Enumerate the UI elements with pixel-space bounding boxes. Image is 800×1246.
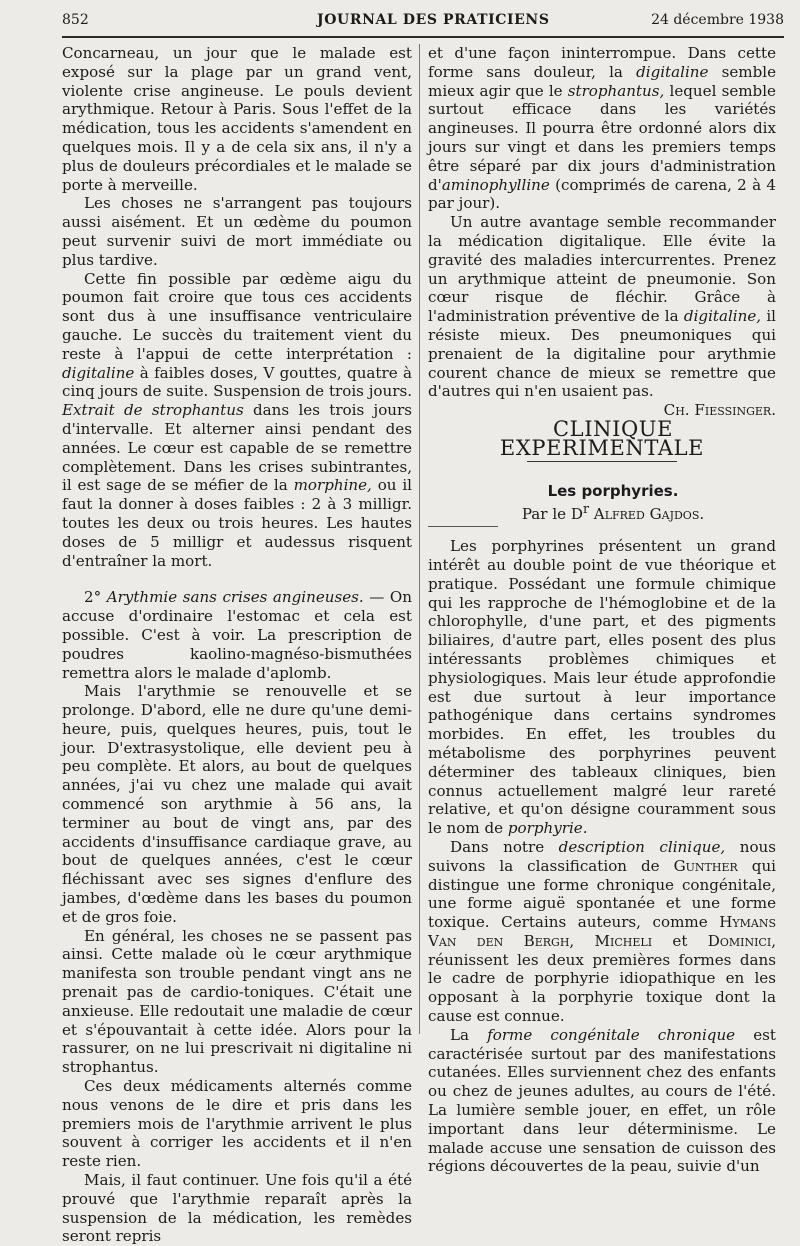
paragraph: Mais l'arythmie se renouvelle et se prolonge. D'abord, elle ne dure qu'une demi- heure, puis, quelques heures, puis, tout le jour. D'extrasystolique, elle devient peu à peu complète. Et alors, au bout de quelques années, j'ai vu chez une malade qui avait commencé son arythmie à 56 ans, la terminer au bout de vingt ans, par des accidents d'insuffisance cardiaque grave, au bout de quelques années, c'est le cœur fléchissant avec ses signes d'enflure des jambes, d'œdème dans les bases du poumon et de gros foie. — [62, 682, 412, 926]
paragraph: Les porphyrines présentent un grand intérêt au double point de vue théorique et pratique. Possédant une formule chimique qui les rapproche de l'hémoglobine et de la chlorophylle, d'une part, et des pigments biliaires, d'autre part, elles posent des plus intéressants problèmes chimiques et physiologiques. Mais leur étude approfondie est due surtout à leur importance pathogénique dans certains syndromes morbides. En effet, les troubles du métabolisme des porphyrines peuvent déterminer des tableaux cliniques, bien connus actuellement malgré leur rareté relative, et qu'on désigne couramment sous le nom de porphyrie. — [428, 537, 776, 838]
paragraph: Un autre avantage semble recommander la médication digitalique. Elle évite la gravité des maladies intercurrentes. Prenez un arythmique atteint de pneumonie. Son cœur risque de fléchir. Grâce à l'administration préventive de la digitaline, il résiste mieux. Des pneumoniques qui prenaient de la digitaline pour arythmie courent chance de mieux se remettre que d'autres qui n'en usaient pas. — [428, 213, 777, 401]
header-rule — [62, 36, 784, 38]
paragraph-subsection: 2° Arythmie sans crises angineuses. — On accuse d'ordinaire l'estomac et cela est possible. C'est à voir. La prescription de poudres kaolino-magnéso-bismuthées remettra alors le malade d'aplomb. — [62, 588, 412, 682]
journal-title: JOURNAL DES PRATICIENS — [317, 12, 550, 28]
column-divider — [419, 44, 420, 1034]
paragraph: En général, les choses ne se passent pas ainsi. Cette malade où le cœur arythmique manifesta son trouble pendant vingt ans ne prenait pas de cardio-toniques. C'était une anxieuse. Elle redoutait une maladie de cœur et s'épouvantait à cette idée. Alors pour la rassurer, on ne lui prescrivait ni digitaline ni strophantus. — [62, 926, 412, 1077]
paragraph: Cette fin possible par œdème aigu du poumon fait croire que tous ces accidents sont dus à une insuffisance ventriculaire gauche. Le succès du traitement vient du reste à l'appui de cette interprétation : digitaline à faibles doses, V gouttes, quatre à cinq jours de suite. Suspension de trois jours. Extrait de strophantus dans les trois jours d'intervalle. Et alterner ainsi pendant des années. Le cœur est capable de se remettre complètement. Dans les crises subintrantes, il est sage de se méfier de la morphine, ou il faut la donner à doses faibles : 2 à 3 milligr. toutes les deux ou trois heures. Les hautes doses de 5 milligr et audessus risquent d'entraîner la mort. — [62, 269, 412, 570]
paragraph: Ces deux médicaments alternés comme nous venons de le dire et pris dans les premiers mois de l'arythmie arrivent le plus souvent à corriger les accidents et il n'en reste rien. — [62, 1077, 412, 1171]
page-number: 852 — [62, 12, 89, 28]
section-title: CLINIQUE EXPERIMENTALE — [499, 416, 705, 460]
issue-date: 24 décembre 1938 — [651, 12, 784, 28]
left-column — [62, 44, 412, 1246]
paragraph: Les choses ne s'arrangent pas toujours aussi aisément. Et un œdème du poumon peut survenir suivi de mort immédiate ou plus tardive. — [62, 194, 412, 269]
paragraph: Concarneau, un jour que le malade est exposé sur la plage par un grand vent, violente crise angineuse. Le pouls devient arythmique. Retour à Paris. Sous l'effet de la médication, tous les accidents s'amendent en quelques mois. Il y a de cela six ans, il n'y a plus de douleurs précordiales et le malade se porte à merveille. — [62, 44, 412, 194]
paragraph: et d'une façon ininterrompue. Dans cette forme sans douleur, la digitaline semble mieux agir que le strophantus, lequel semble surtout efficace dans les variétés angineuses. Il pourra être ordonné alors dix jours sur vingt et dans les premiers temps être séparé par dix jours d'administration d'aminophylline (comprimés de carena, 2 à 4 par jour). — [428, 44, 776, 213]
article-byline: Par le $D^r$ Alfred Gajdos. — [521, 501, 705, 524]
paragraph: La forme congénitale chronique est caractérisée surtout par des manifestations cutanées. Elles surviennent chez des enfants ou chez de jeunes adultes, au cours de l'été. La lumière semble jouer, en effet, un rôle important dans leur déterminisme. Le malade accuse une sensation de cuisson des régions découvertes de la peau, suivie d'un — [428, 1025, 776, 1176]
author-signature: Ch. Fiessinger. — [663, 401, 776, 420]
byline-rule — [428, 526, 498, 527]
subsection-heading: Arythmie sans crises angineuses. — [106, 588, 364, 607]
section-title-rule — [527, 461, 677, 462]
paragraph: Mais, il faut continuer. Une fois qu'il a été prouvé que l'arythmie reparaît après la suspension de la médication, les remèdes seront repris — [62, 1171, 412, 1246]
paragraph: Dans notre description clinique, nous suivons la classification de Gunther qui distingue une forme chronique congénitale, une forme aiguë spontanée et une forme toxique. Certains auteurs, comme Hymans Van den Bergh, Micheli et Dominici, réunissent les deux premières formes dans le cadre de porphyrie idiopathique en les opposant à la porphyrie toxique dont la cause est connue. — [428, 837, 776, 1026]
right-column — [428, 44, 776, 1176]
article-title: Les porphyries. — [547, 481, 679, 500]
page-header — [62, 12, 784, 36]
